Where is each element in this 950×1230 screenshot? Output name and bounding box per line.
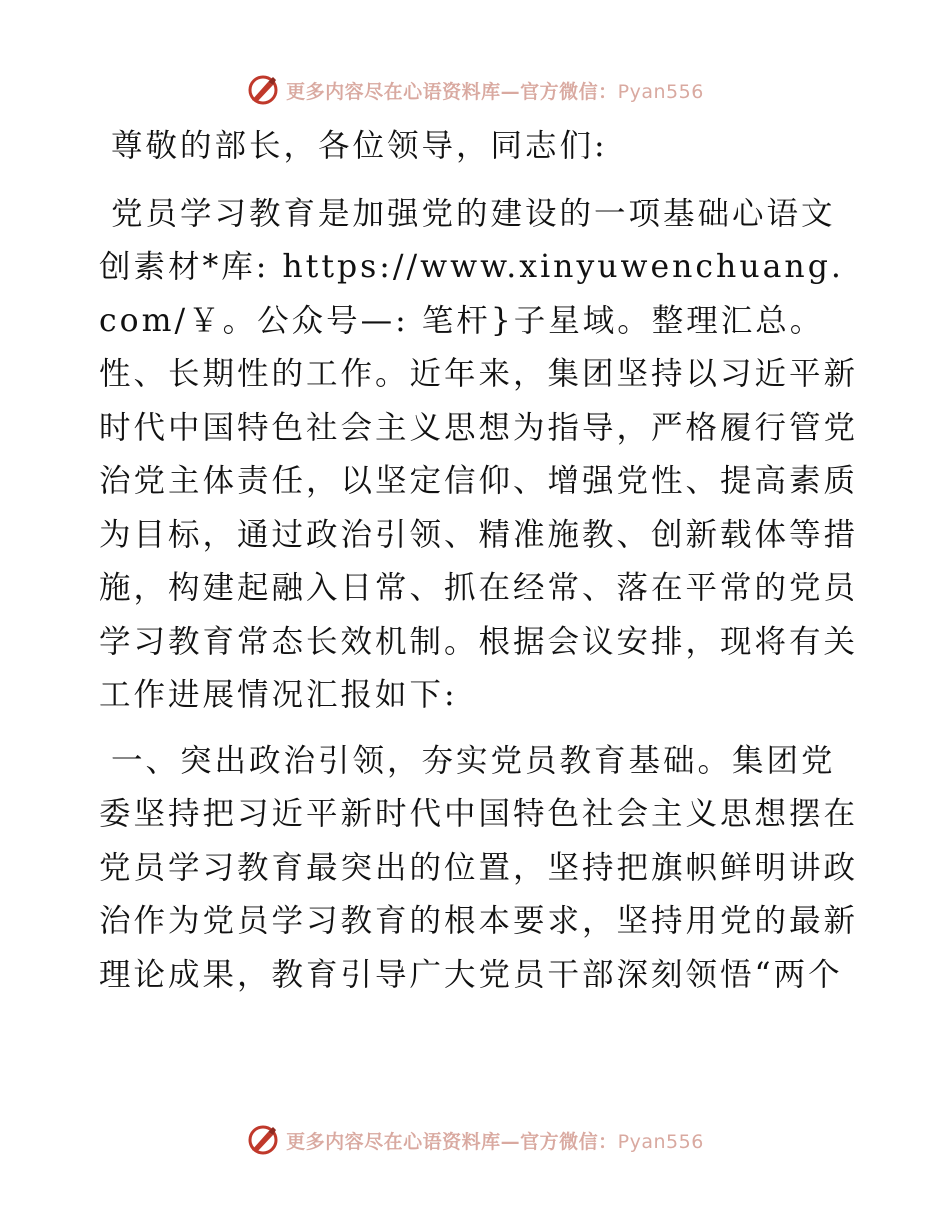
- greeting: 尊敬的部长，各位领导，同志们:: [111, 128, 608, 164]
- brush-logo-icon: [246, 1123, 280, 1157]
- document-body: [99, 120, 859, 1014]
- footer-banner-label: 更多内容尽在心语资料库—官方微信：: [286, 1130, 618, 1153]
- footer-wechat-id: Pyan556: [617, 1130, 704, 1153]
- header-banner-label: 更多内容尽在心语资料库—官方微信：: [286, 80, 618, 103]
- footer-watermark-banner: [0, 1120, 950, 1160]
- paragraph-intro: 党员学习教育是加强党的建设的一项基础心语文创素材*库: https://www.xinyuwenchuang.com/￥。公众号—: 笔杆}子星域。整理汇总。性、长期性的工作。近年来，集团坚持以习近平新时代中国特色社会主义思想为指导，严格履行管党治党主体责任，以坚定信仰、增强党性、提高素质为目标，通过政治引领、精准施教、创新载体等措施，构建起融入日常、抓在经常、落在平常的党员学习教育常态长效机制。根据会议安排，现将有关工作进展情况汇报如下:: [99, 195, 859, 713]
- footer-banner-text: [286, 1127, 704, 1154]
- brush-logo-icon: [246, 73, 280, 107]
- header-banner-text: [286, 77, 704, 104]
- header-watermark-banner: [0, 70, 950, 110]
- header-wechat-id: Pyan556: [617, 80, 704, 103]
- paragraph-section-one: 一、突出政治引领，夯实党员教育基础。集团党委坚持把习近平新时代中国特色社会主义思想摆在党员学习教育最突出的位置，坚持把旗帜鲜明讲政治作为党员学习教育的根本要求，坚持用党的最新理论成果，教育引导广大党员干部深刻领悟“两个: [99, 742, 859, 993]
